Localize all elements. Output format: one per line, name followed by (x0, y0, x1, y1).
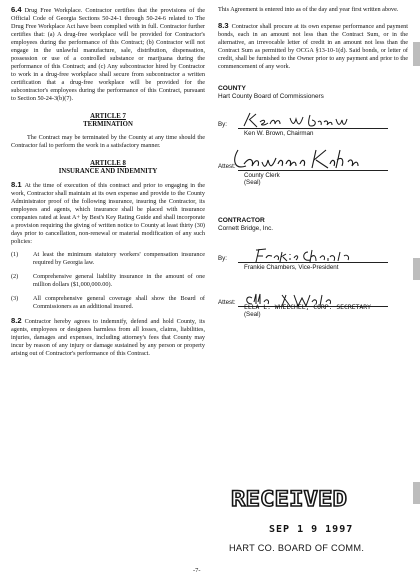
attest-printed-name: ELLA L. WHELCHEL, CORP. SECRETARY (244, 303, 371, 311)
svg-text:RECEIVED: RECEIVED (231, 487, 347, 511)
seal-label: (Seal) (244, 311, 261, 319)
article-8-heading (11, 160, 205, 177)
right-column (218, 6, 408, 319)
list-text: At least the minimum statutory workers' compensation insurance required by Georgia law. (33, 250, 205, 266)
page-number: -7- (193, 567, 201, 574)
county-clerk-title (244, 172, 280, 187)
contractor-attest-block (218, 287, 408, 319)
section-text: At the time of execution of this contract and prior to engaging in the work, Contractor shall maintain at its own expense and provide to the County Administrator proof of the following insurance, insuring the Contractor, its employees and agents, which insurance shall be placed with insurance companies rated at least A+ by Best's Key Rating Guide and shall incorporate a provision requiring the giving of written notice to County at least thirty (30) days prior to cancellation, non-renewal or material modification of any such policies: (11, 181, 205, 245)
article-title: ARTICLE 8 (90, 159, 126, 167)
ken-brown-signature (240, 110, 350, 132)
received-stamp-title (229, 484, 349, 512)
by-label: By: (218, 121, 227, 128)
list-item (11, 251, 205, 267)
contractor-label: CONTRACTOR (218, 217, 265, 224)
section-6-4 (11, 6, 205, 103)
list-marker: (1) (11, 250, 19, 258)
contractor-signer-name: Frankie Chambers, Vice-President (244, 264, 339, 271)
seal-label: (Seal) (244, 179, 261, 187)
frankie-chambers-signature (250, 244, 360, 266)
received-org: HART CO. BOARD OF COMM. (229, 543, 365, 553)
county-name: Hart County Board of Commissioners (218, 93, 324, 100)
list-marker: (2) (11, 272, 19, 280)
scan-edge-mark (413, 482, 420, 504)
county-label: COUNTY (218, 85, 246, 92)
county-signer-name: Ken W. Brown, Chairman (244, 130, 314, 137)
list-text: All comprehensive general coverage shall show the Board of Commissioners as an additional insured. (33, 294, 205, 310)
section-number: 6.4 (11, 5, 22, 14)
scan-edge-mark (413, 42, 420, 66)
section-number: 8.1 (11, 179, 22, 189)
termination-text: The Contract may be terminated by the County at any time should the Contractor fail to perform the work in a satisfactory manner. (11, 133, 205, 149)
list-marker: (3) (11, 294, 19, 302)
article-title: ARTICLE 7 (90, 113, 126, 120)
scan-edge-mark (413, 258, 420, 280)
list-item (11, 295, 205, 311)
section-8-2 (11, 317, 205, 358)
attest-title: County Clerk (244, 172, 280, 179)
section-text: Drug Free Workplace. Contractor certifies that the provisions of the Official Code of Georgia Sections 50-24-1 through 50-24-6 related to The Drug Free Workplace Act have been complied with in full. Contractor further certifies that: (a) A drug-free workplace will be provided for Contractor's employees during the performance of this Contract; (b) Contractor will not engage in the unlawful manufacture, sale, distribution, dispensation, possession or use of a controlled substance or marijuana during the performance of this Contract; and (c) Any subcontractor hired by Contractor to work in a drug-free workplace shall secure from subcontractor a written certification that a drug-free workplace will be provided for the subcontractor's employees during the performance of this Contract, pursuant to Section 50-24-3(b)(7). (11, 7, 205, 102)
contractor-attest-name (244, 304, 371, 319)
section-number: 8.2 (11, 315, 22, 325)
article-subtitle: TERMINATION (83, 121, 133, 129)
section-text: Contractor hereby agrees to indemnify, defend and hold County, its agents, employees or designees harmless from all losses, claims, liabilities, injuries, damages and expenses, including attorney's fees that County may incur by reason of any injury or damage sustained by any person or property arising out of Contractor's performance of this Contract. (11, 317, 205, 357)
section-8-3 (218, 22, 408, 71)
contractor-signature-block (218, 247, 408, 269)
received-stamp (229, 484, 401, 558)
article-subtitle: INSURANCE AND INDEMNITY (58, 168, 158, 176)
list-item (11, 273, 205, 289)
section-8-1 (11, 181, 205, 246)
received-date: SEP 1 9 1997 (269, 524, 354, 535)
insurance-list (11, 251, 205, 311)
section-number: 8.3 (218, 21, 229, 30)
contractor-name: Cornett Bridge, Inc. (218, 225, 274, 232)
left-column (11, 6, 205, 363)
attest-label: Attest: (218, 299, 236, 306)
agreement-intro: This Agreement is entered into as of the day and year first written above. (218, 6, 399, 13)
lawana-kahn-signature (230, 146, 370, 174)
section-text: Contractor shall procure at its own expense performance and payment bonds, each in an amount not less than the Contract Sum, or in the alternative, an irrevocable letter of credit in an amount not less than the Contract Sum as permitted by OCGA §13-10-1(d). Said bonds, or letter of credit, shall be furnished to the Owner prior to any payment and prior to the commencement of any work. (218, 23, 408, 70)
list-text: Comprehensive general liability insurance in the amount of one million dollars ($1,000,000.00). (33, 272, 205, 288)
county-signature-block (218, 113, 408, 135)
article-7-heading (11, 113, 205, 130)
attest-label: Attest: (218, 163, 236, 170)
by-label: By: (218, 255, 227, 262)
county-attest-block (218, 149, 408, 187)
